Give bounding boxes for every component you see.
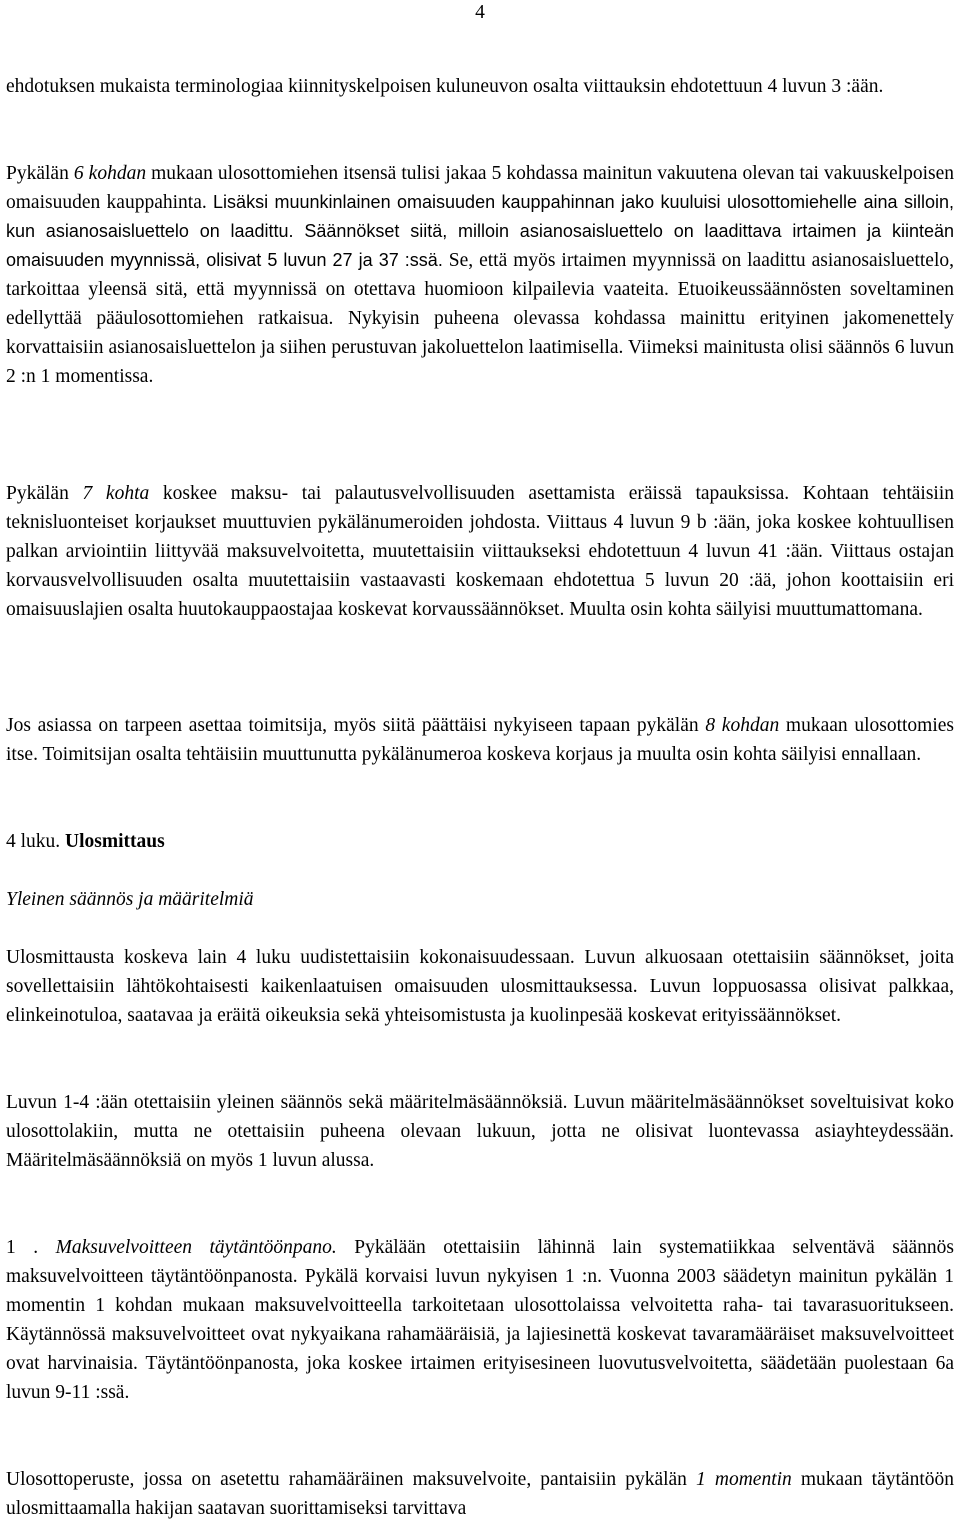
- paragraph-4: [6, 711, 954, 769]
- paragraph-3-text-a: Pykälän: [6, 483, 83, 504]
- paragraph-2: [6, 159, 954, 391]
- paragraph-1: ehdotuksen mukaista terminologiaa kiinnityskelpoisen kuluneuvon osalta viittauksin ehdotettuun 4 luvun 3 :ään.: [6, 76, 884, 97]
- paragraph-8-emphasis: 1 momentin: [696, 1469, 792, 1490]
- paragraph-2-emphasis: 6 kohdan: [73, 163, 147, 184]
- chapter-number: 4 luku.: [6, 831, 61, 852]
- paragraph-4-text-b: mukaan ulosottomies itse. Toimitsijan osalta tehtäisiin muuttunutta pykälänumeroa koskeva korjaus ja muulta osin kohta säilyisi ennallaan.: [6, 715, 954, 765]
- paragraph-7-text-a: 1 .: [6, 1237, 56, 1258]
- paragraph-4-emphasis: 8 kohdan: [705, 715, 780, 736]
- paragraph-3-text-b: koskee maksu- tai palautusvelvollisuuden asettamista eräissä tapauksissa. Kohtaan tehtäisiin teknisluonteiset korjaukset muuttuvien pykälänumeroiden johdosta. Viittaus 4 luvun 9 b :ään, joka koskee kohtuullisen palkan arviointiin liittyvää maksuvelvoitetta, muutettaisiin viittaukseksi ehdotettuun 4 luvun 41 :ään. Viittaus ostajan korvausvelvollisuuden osalta muutettaisiin vastaavasti koskemaan ehdotettua 5 luvun 20 :ää, johon koottaisiin eri omaisuuslajien osalta huutokauppaostajaa koskevat korvaussäännökset. Muulta osin kohta säilyisi muuttumattomana.: [6, 483, 955, 620]
- chapter-heading: [6, 827, 165, 856]
- section-title-text: Yleinen säännös ja määritelmiä: [6, 889, 254, 910]
- paragraph-6: Luvun 1-4 :ään otettaisiin yleinen säännös sekä määritelmäsäännöksiä. Luvun määritelmäsäännökset soveltuisivat koko ulosottolakiin, mutta ne otettaisiin puheena olevaan lukuun, jotta ne olisivat luontevassa asiayhteydessään. Määritelmäsäännöksiä on myös 1 luvun alussa.: [6, 1092, 954, 1171]
- paragraph-2-text-c: Se, että myös irtaimen myynnissä on laadittu asianosaisluettelo, tarkoittaa yleensä sitä, että myynnissä on otettava huomioon kilpailevia vaateita. Etuoikeussäännösten soveltaminen edellyttää pääulosottomiehen ratkaisua. Nykyisin puheena olevassa kohdassa mainittu erityinen jakomenettely korvattaisiin asianosaisluettelon ja siihen perustuvan jakoluettelon laatimisella. Viimeksi mainitusta olisi säännös 6 luvun 2 :n 1 momentissa.: [6, 250, 954, 387]
- paragraph-2-sans-text: Lisäksi muunkinlainen omaisuuden kauppahinnan jako kuuluisi ulosottomiehelle aina silloin, kun asianosaisluettelo on laadittu. Säännökset siitä, milloin asianosaisluettelo on laadittava irtaimen ja kiinteän omaisuuden myynnissä, olisivat 5 luvun 27 ja 37 :ssä.: [6, 192, 954, 270]
- page-number: 4: [475, 2, 485, 23]
- paragraph-2-text-b: mukaan ulosottomiehen itsensä tulisi jakaa 5 kohdassa mainitun vakuutena olevan tai vakuuskelpoisen omaisuuden kauppahinta.: [6, 163, 955, 213]
- paragraph-8-text-a: Ulosottoperuste, jossa on asetettu rahamääräinen maksuvelvoite, pantaisiin pykälän: [6, 1469, 697, 1490]
- paragraph-5: Ulosmittausta koskeva lain 4 luku uudistettaisiin kokonaisuudessaan. Luvun alkuosaan otettaisiin säännökset, joita sovellettaisiin lähtökohtaisesti kaikenlaatuisen omaisuuden ulosmittauksessa. Luvun loppuosassa olisivat palkkaa, elinkeinotuloa, saatavaa ja eräitä oikeuksia sekä yhteisomistusta ja kuolinpesää koskevat erityissäännökset.: [6, 947, 954, 1026]
- paragraph-7-text-b: Pykälään otettaisiin lähinnä lain systematiikkaa selventävä säännös maksuvelvoitteen täytäntöönpanosta. Pykälä korvaisi luvun nykyisen 1 :n. Vuonna 2003 säädetyn mainitun pykälän 1 momentin 1 kohdan mukaan maksuvelvoitteella tarkoitetaan ulosottolaissa velvoitetta raha- tai tavarasuoritukseen. Käytännössä maksuvelvoitteet ovat nykyaikana rahamääräisiä, ja lajiesinettä koskevat tavaramääräiset maksuvelvoitteet ovat harvinaisia. Täytäntöönpanosta, joka koskee irtaimen erityisesineen luovutusvelvoitetta, säädetään puolestaan 6a luvun 9-11 :ssä.: [6, 1237, 955, 1403]
- paragraph-4-text-a: Jos asiassa on tarpeen asettaa toimitsija, myös siitä päättäisi nykyiseen tapaan pykälän: [6, 715, 706, 736]
- paragraph-3-emphasis: 7 kohta: [82, 483, 150, 504]
- paragraph-3: [6, 479, 954, 624]
- paragraph-7: [6, 1233, 954, 1407]
- section-title: [6, 885, 254, 914]
- chapter-title: Ulosmittaus: [65, 831, 165, 852]
- paragraph-8: [6, 1465, 954, 1523]
- paragraph-8-text-b: mukaan täytäntöön ulosmittaamalla hakijan saatavan suorittamiseksi tarvittava: [6, 1469, 954, 1519]
- paragraph-7-emphasis: Maksuvelvoitteen täytäntöönpano.: [55, 1237, 337, 1258]
- paragraph-2-text-a: Pykälän: [6, 163, 74, 184]
